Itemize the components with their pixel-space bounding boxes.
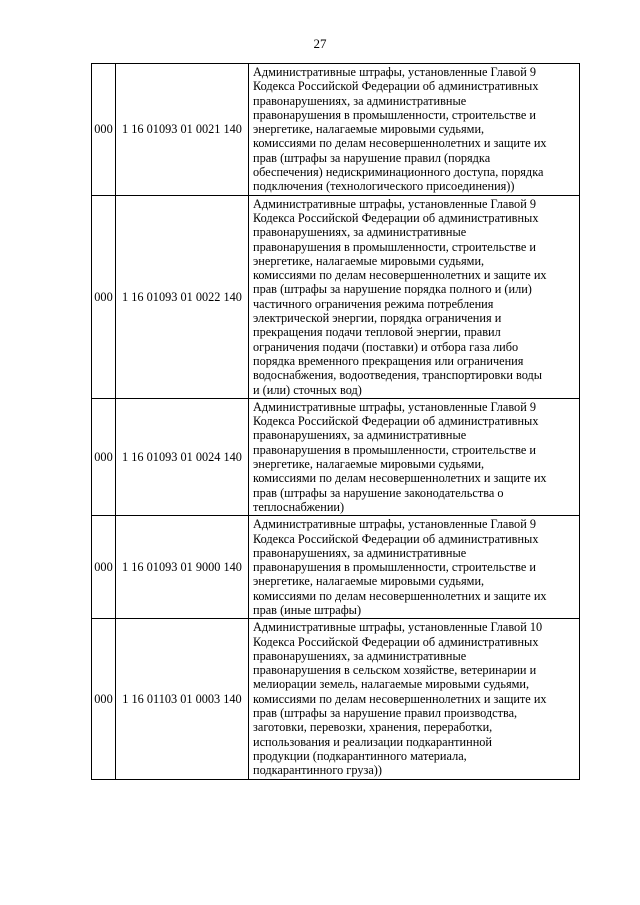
- description-line: мелиорации земель, налагаемые мировыми судьями,: [253, 677, 530, 692]
- description-line: Административные штрафы, установленные Главой 9: [253, 517, 537, 532]
- description-line: электрической энергии, порядка ограничения и: [253, 311, 502, 326]
- description-line: энергетике, налагаемые мировыми судьями,: [253, 122, 485, 137]
- description-cell: [249, 195, 580, 398]
- description-cell: [249, 64, 580, 196]
- table-row: [92, 64, 580, 196]
- table-body: [92, 64, 580, 780]
- description-line: правонарушения в промышленности, строительстве и: [253, 442, 536, 457]
- admin-code-cell: 000: [92, 398, 116, 515]
- description-line: Кодекса Российской Федерации об административных: [253, 210, 539, 225]
- kbk-code-cell: 1 16 01093 01 0022 140: [116, 195, 249, 398]
- description-line: использования и реализации подкарантинной: [253, 734, 493, 749]
- page-number: 27: [313, 36, 327, 51]
- description-line: прав (штрафы за нарушение порядка полного и (или): [253, 282, 532, 297]
- kbk-code-cell: 1 16 01103 01 0003 140: [116, 619, 249, 779]
- description-line: Кодекса Российской Федерации об административных: [253, 634, 539, 649]
- description-cell: [249, 516, 580, 619]
- admin-code-cell: 000: [92, 619, 116, 779]
- description-line: прав (штрафы за нарушение законодательства о: [253, 485, 504, 500]
- table-row: [92, 195, 580, 398]
- description-cell: [249, 398, 580, 515]
- admin-code-cell: 000: [92, 64, 116, 196]
- kbk-code-cell: 1 16 01093 01 9000 140: [116, 516, 249, 619]
- description-line: комиссиями по делам несовершеннолетних и защите их: [253, 268, 547, 283]
- budget-classification-table: [91, 63, 580, 780]
- description-line: прекращения подачи тепловой энергии, правил: [253, 325, 501, 340]
- description-line: подключения (технологического присоединения)): [253, 179, 515, 194]
- description-line: Кодекса Российской Федерации об административных: [253, 79, 539, 94]
- table-row: [92, 516, 580, 619]
- description-line: прав (штрафы за нарушение правил производства,: [253, 706, 518, 721]
- description-line: энергетике, налагаемые мировыми судьями,: [253, 253, 485, 268]
- description-line: подкарантинного груза)): [253, 763, 382, 778]
- description-line: прав (штрафы за нарушение правил (порядка: [253, 150, 491, 165]
- description-line: правонарушениях, за административные: [253, 648, 467, 663]
- description-line: Кодекса Российской Федерации об административных: [253, 414, 539, 429]
- description-line: Административные штрафы, установленные Главой 10: [253, 620, 543, 635]
- description-line: комиссиями по делам несовершеннолетних и защите их: [253, 136, 547, 151]
- description-line: ограничения подачи (поставки) и отбора газа либо: [253, 339, 519, 354]
- description-line: прав (иные штрафы): [253, 602, 362, 617]
- description-line: комиссиями по делам несовершеннолетних и защите их: [253, 691, 547, 706]
- description-line: правонарушениях, за административные: [253, 545, 467, 560]
- description-line: продукции (подкарантинного материала,: [253, 748, 467, 763]
- description-line: Кодекса Российской Федерации об административных: [253, 531, 539, 546]
- description-line: заготовки, перевозки, хранения, переработки,: [253, 720, 493, 735]
- description-line: правонарушения в промышленности, строительстве и: [253, 107, 536, 122]
- description-line: правонарушениях, за административные: [253, 93, 467, 108]
- table-row: [92, 398, 580, 515]
- description-line: комиссиями по делам несовершеннолетних и защите их: [253, 588, 547, 603]
- description-line: правонарушениях, за административные: [253, 225, 467, 240]
- description-line: правонарушения в сельском хозяйстве, ветеринарии и: [253, 663, 537, 678]
- description-line: комиссиями по делам несовершеннолетних и защите их: [253, 471, 547, 486]
- admin-code-cell: 000: [92, 195, 116, 398]
- description-line: правонарушения в промышленности, строительстве и: [253, 560, 536, 575]
- description-cell: [249, 619, 580, 779]
- description-line: энергетике, налагаемые мировыми судьями,: [253, 457, 485, 472]
- description-line: частичного ограничения режима потребления: [253, 296, 494, 311]
- description-line: и (или) сточных вод): [253, 382, 362, 397]
- description-line: Административные штрафы, установленные Главой 9: [253, 196, 537, 211]
- description-line: энергетике, налагаемые мировыми судьями,: [253, 574, 485, 589]
- table-row: [92, 619, 580, 779]
- description-line: правонарушения в промышленности, строительстве и: [253, 239, 536, 254]
- kbk-code-cell: 1 16 01093 01 0024 140: [116, 398, 249, 515]
- description-line: теплоснабжении): [253, 499, 345, 514]
- kbk-code-cell: 1 16 01093 01 0021 140: [116, 64, 249, 196]
- description-line: правонарушениях, за административные: [253, 428, 467, 443]
- description-line: водоснабжения, водоотведения, транспортировки воды: [253, 368, 543, 383]
- admin-code-cell: 000: [92, 516, 116, 619]
- description-line: обеспечения) недискриминационного доступа, порядка: [253, 165, 544, 180]
- description-line: Административные штрафы, установленные Главой 9: [253, 399, 537, 414]
- description-line: порядка временного прекращения или ограничения: [253, 353, 524, 368]
- description-line: Административные штрафы, установленные Главой 9: [253, 65, 537, 79]
